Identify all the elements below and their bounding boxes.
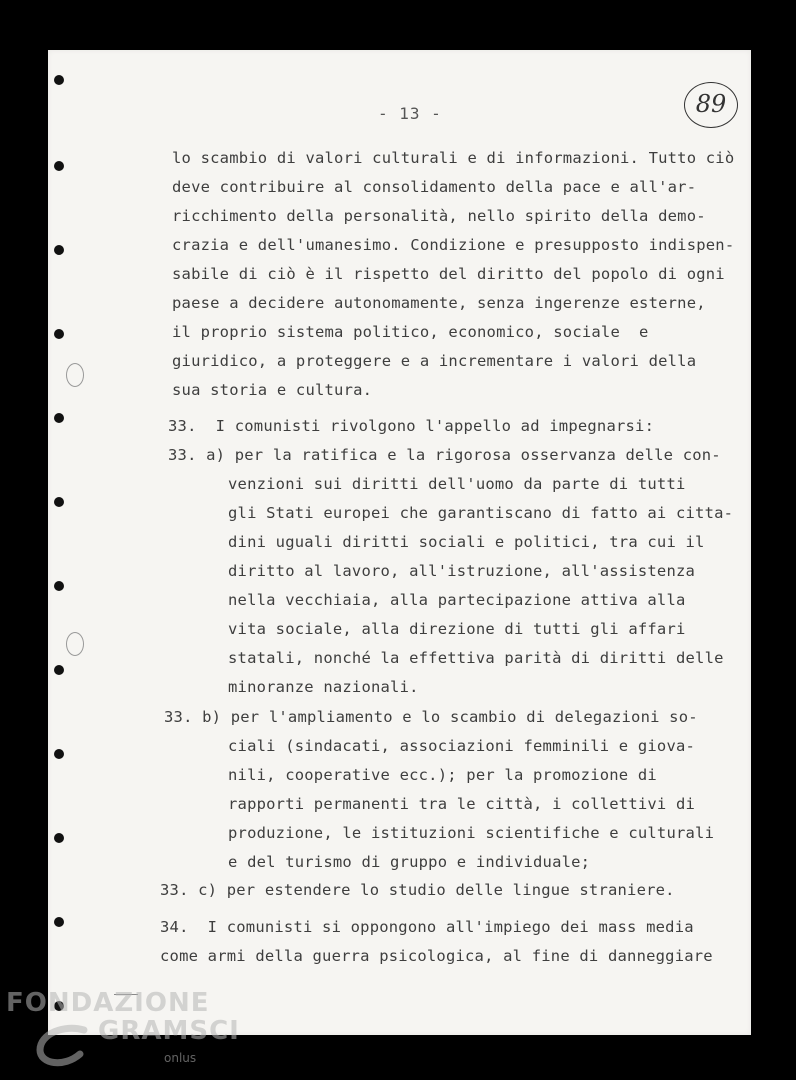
text-line: sabile di ciò è il rispetto del diritto del popolo di ogni xyxy=(172,265,725,283)
watermark-logo-icon xyxy=(34,1024,90,1070)
text-line: nili, cooperative ecc.); per la promozione di xyxy=(228,766,657,784)
text-line: gli Stati europei che garantiscano di fatto ai citta- xyxy=(228,504,734,522)
text-line: ciali (sindacati, associazioni femminili e giova- xyxy=(228,737,696,755)
watermark-line2: GRAMSCI xyxy=(98,1016,240,1046)
text-line: 33. a) per la ratifica e la rigorosa osservanza delle con- xyxy=(168,446,721,464)
text-line: paese a decidere autonomamente, senza ingerenze esterne, xyxy=(172,294,706,312)
text-line: 33. I comunisti rivolgono l'appello ad impegnarsi: xyxy=(168,417,655,435)
binder-hole xyxy=(54,245,64,255)
text-line: 33. b) per l'ampliamento e lo scambio di delegazioni so- xyxy=(164,708,698,726)
text-line: ricchimento della personalità, nello spirito della demo- xyxy=(172,207,706,225)
text-line: crazia e dell'umanesimo. Condizione e presupposto indispen- xyxy=(172,236,735,254)
text-line: giuridico, a proteggere e a incrementare i valori della xyxy=(172,352,697,370)
text-line: il proprio sistema politico, economico, sociale e xyxy=(172,323,649,341)
text-line: e del turismo di gruppo e individuale; xyxy=(228,853,591,871)
text-line: 34. I comunisti si oppongono all'impiego dei mass media xyxy=(160,918,694,936)
text-line: 33. c) per estendere lo studio delle lingue straniere. xyxy=(160,881,675,899)
punch-ring-mark xyxy=(66,632,84,656)
binder-hole xyxy=(54,581,64,591)
text-line: diritto al lavoro, all'istruzione, all'assistenza xyxy=(228,562,696,580)
text-line: lo scambio di valori culturali e di informazioni. Tutto ciò xyxy=(172,149,735,167)
watermark-line1: FONDAZIONE xyxy=(6,988,210,1018)
text-line: statali, nonché la effettiva parità di diritti delle xyxy=(228,649,724,667)
archive-stamp: 89 xyxy=(684,82,738,128)
binder-hole xyxy=(54,665,64,675)
binder-hole xyxy=(54,917,64,927)
binder-hole xyxy=(54,75,64,85)
text-line: dini uguali diritti sociali e politici, tra cui il xyxy=(228,533,705,551)
text-line: come armi della guerra psicologica, al fine di danneggiare xyxy=(160,947,713,965)
text-line: venzioni sui diritti dell'uomo da parte di tutti xyxy=(228,475,686,493)
text-line: sua storia e cultura. xyxy=(172,381,373,399)
binder-hole xyxy=(54,749,64,759)
text-line: nella vecchiaia, alla partecipazione attiva alla xyxy=(228,591,686,609)
text-line: deve contribuire al consolidamento della pace e all'ar- xyxy=(172,178,697,196)
binder-hole xyxy=(54,329,64,339)
text-line: produzione, le istituzioni scientifiche e culturali xyxy=(228,824,715,842)
binder-hole xyxy=(54,497,64,507)
punch-ring-mark xyxy=(66,363,84,387)
binder-hole xyxy=(54,413,64,423)
binder-hole xyxy=(54,833,64,843)
text-line: rapporti permanenti tra le città, i collettivi di xyxy=(228,795,696,813)
text-line: minoranze nazionali. xyxy=(228,678,419,696)
binder-hole xyxy=(54,161,64,171)
watermark-sub: onlus xyxy=(164,1051,197,1065)
page-number: - 13 - xyxy=(378,104,442,123)
text-line: vita sociale, alla direzione di tutti gli affari xyxy=(228,620,686,638)
